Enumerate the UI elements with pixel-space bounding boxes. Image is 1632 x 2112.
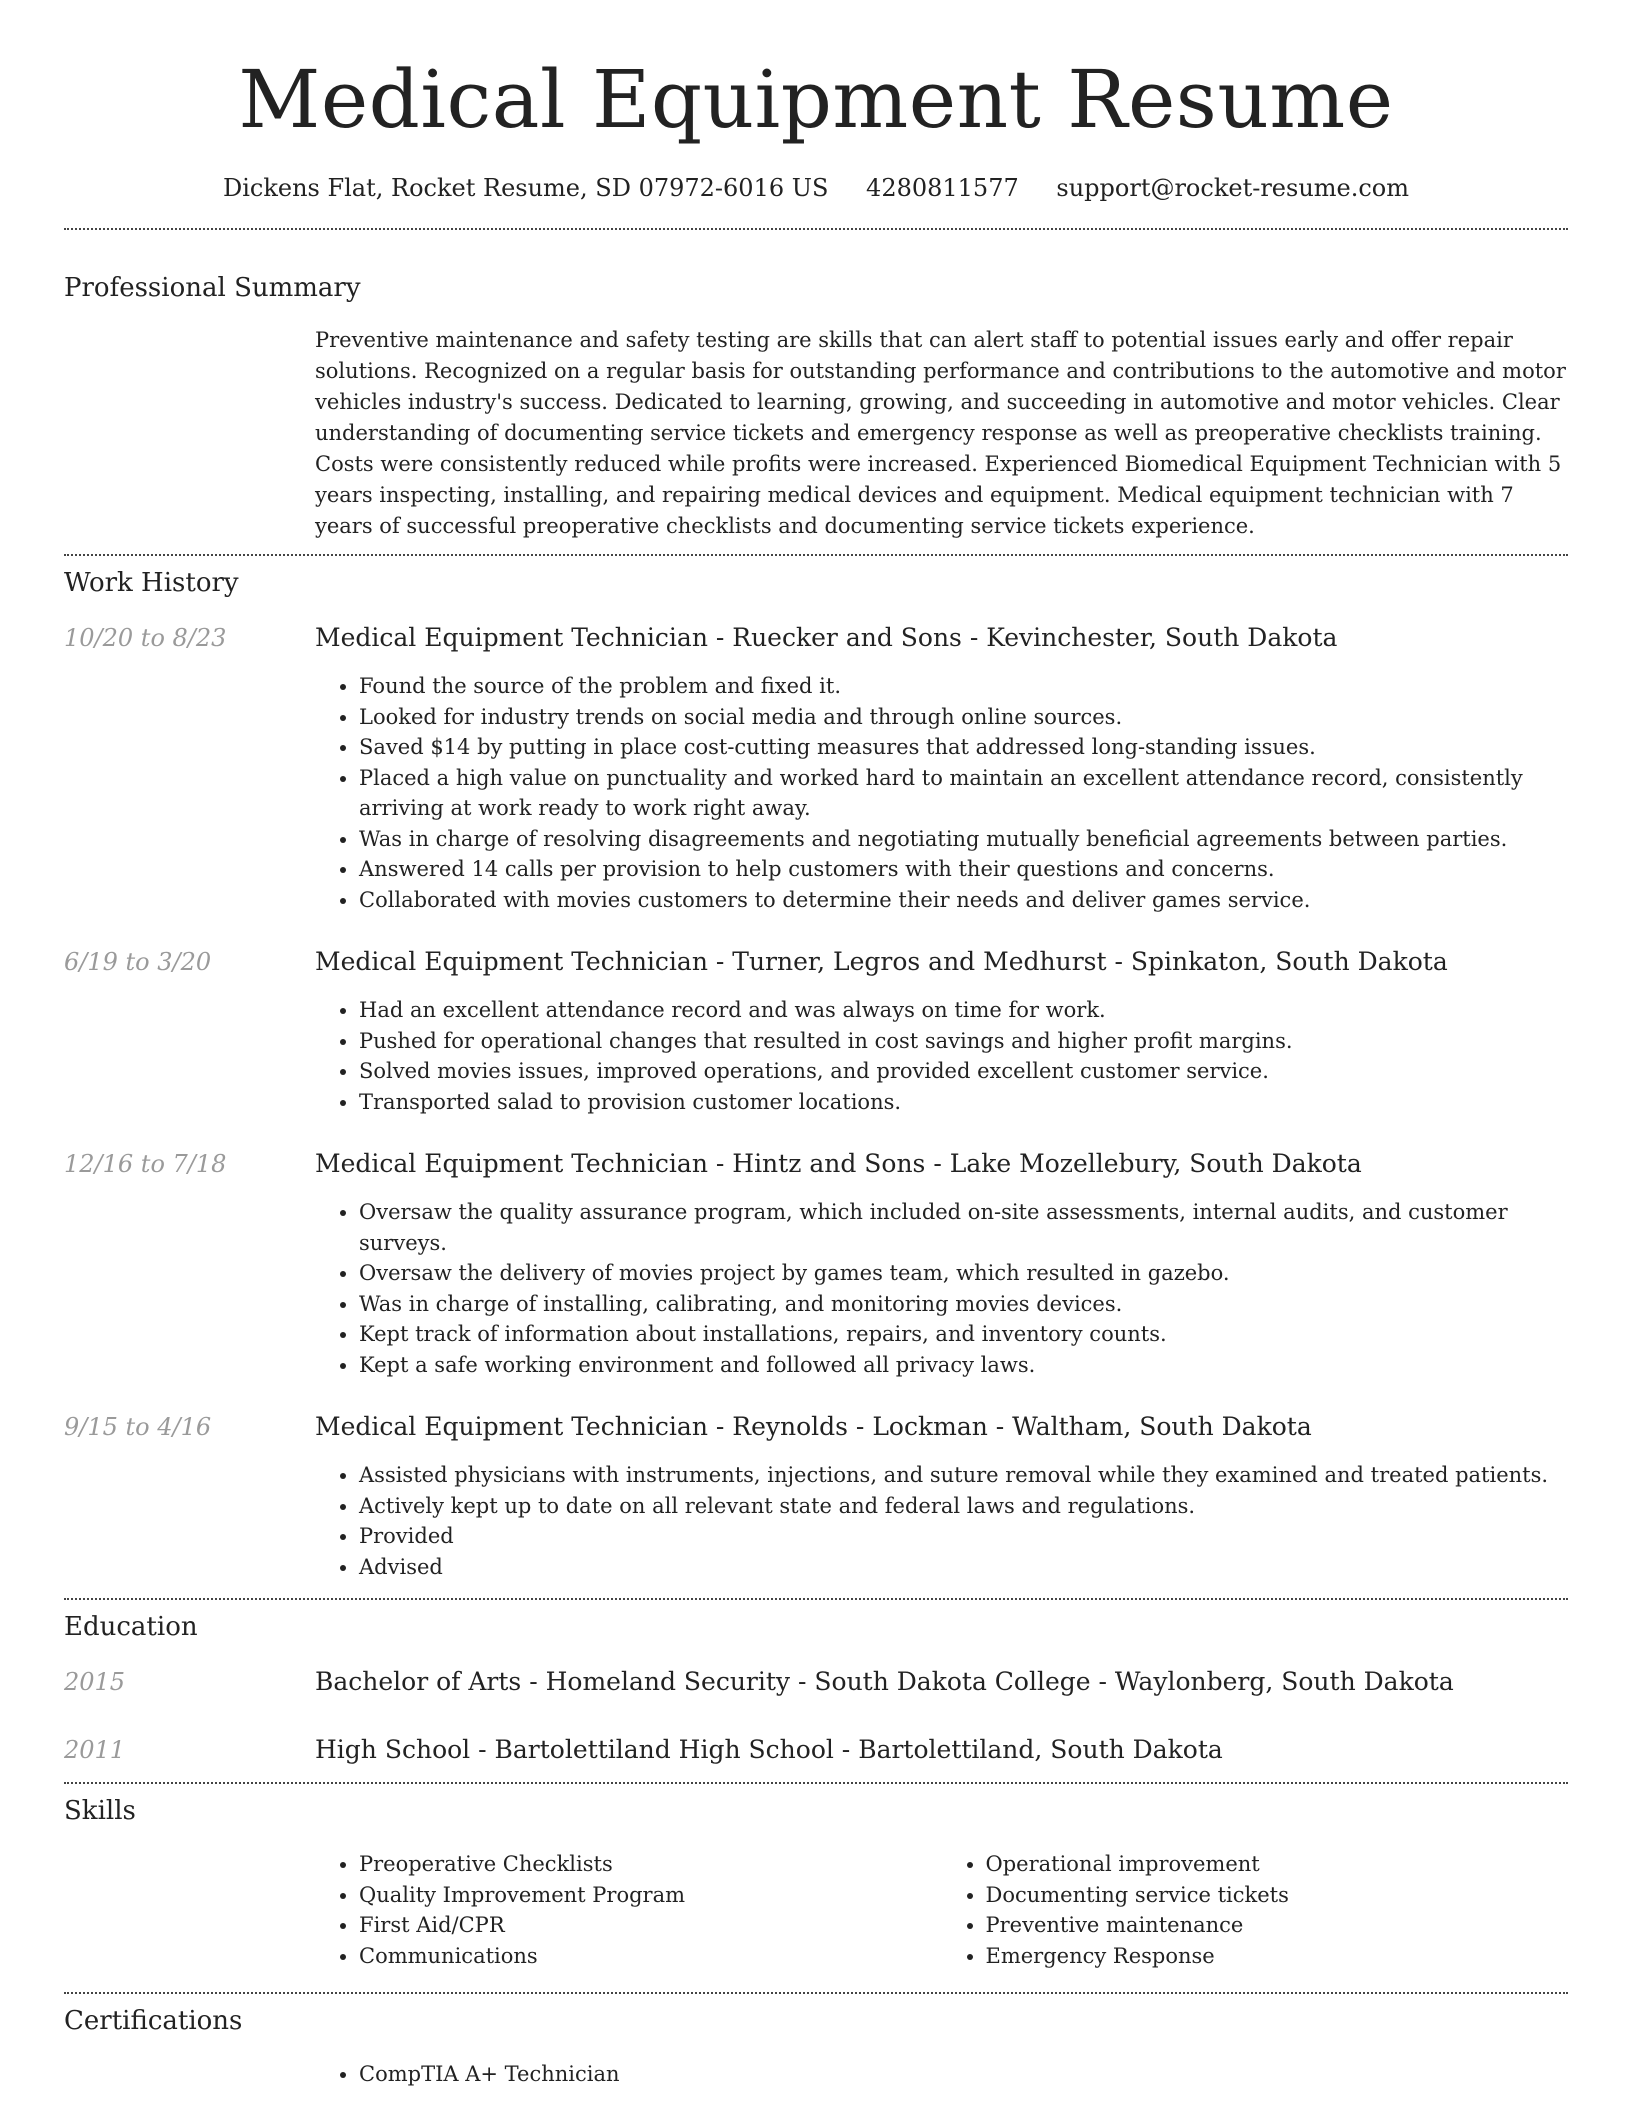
- skills-column-left: [315, 1849, 942, 1971]
- list-item: • Pushed for operational changes that resulted in cost savings and higher profit margins.: [359, 1026, 1568, 1057]
- job-bullets: [315, 671, 1568, 915]
- list-item: • Had an excellent attendance record and was always on time for work.: [359, 995, 1568, 1026]
- divider: [64, 1992, 1568, 1994]
- job-title: [315, 946, 1568, 978]
- divider: [64, 554, 1568, 556]
- list-item: • Oversaw the quality assurance program, which included on-site assessments, internal audits, and customer surveys.: [359, 1197, 1568, 1258]
- skills-grid: [315, 1849, 1568, 1971]
- education-degree: High School: [315, 1735, 471, 1764]
- list-item: • Assisted physicians with instruments, injections, and suture removal while they examined and treated patients.: [359, 1460, 1568, 1491]
- list-item: • Kept track of information about installations, repairs, and inventory counts.: [359, 1319, 1568, 1350]
- list-item: • Answered 14 calls per provision to help customers with their questions and concerns.: [359, 854, 1568, 885]
- resume-page: [64, 0, 1568, 2090]
- job-entry: [64, 1148, 1568, 1380]
- divider: [64, 228, 1568, 230]
- education-entry: [64, 1734, 1568, 1766]
- contact-line: [64, 172, 1568, 204]
- list-item: • Documenting service tickets: [986, 1880, 1569, 1911]
- education-school: - South Dakota College - Waylonberg, South Dakota: [790, 1667, 1454, 1696]
- job-dates: 6/19 to 3/20: [64, 948, 212, 976]
- list-item: • Operational improvement: [986, 1849, 1569, 1880]
- education-year: 2011: [64, 1736, 126, 1764]
- list-item: • Advised: [359, 1552, 1568, 1583]
- job-employer: - Hintz and Sons - Lake Mozellebury, South Dakota: [707, 1149, 1362, 1178]
- list-item: • Communications: [359, 1941, 942, 1972]
- section-title-skills: Skills: [64, 1796, 136, 1826]
- job-employer: - Reynolds - Lockman - Waltham, South Dakota: [707, 1412, 1312, 1441]
- certifications-list: [315, 2059, 1568, 2090]
- list-item: • Was in charge of installing, calibrating, and monitoring movies devices.: [359, 1289, 1568, 1320]
- job-role: Medical Equipment Technician: [315, 1149, 708, 1178]
- list-item: • Transported salad to provision customer locations.: [359, 1087, 1568, 1118]
- job-bullets: [315, 995, 1568, 1117]
- list-item: • Oversaw the delivery of movies project by games team, which resulted in gazebo.: [359, 1258, 1568, 1289]
- list-item: • Quality Improvement Program: [359, 1880, 942, 1911]
- list-item: • Was in charge of resolving disagreements and negotiating mutually beneficial agreements between parties.: [359, 824, 1568, 855]
- job-title: [315, 1411, 1568, 1443]
- list-item: • Solved movies issues, improved operations, and provided excellent customer service.: [359, 1056, 1568, 1087]
- job-bullets: [315, 1460, 1568, 1582]
- list-item: • Looked for industry trends on social media and through online sources.: [359, 702, 1568, 733]
- divider: [64, 1598, 1568, 1600]
- job-employer: - Turner, Legros and Medhurst - Spinkaton, South Dakota: [707, 947, 1448, 976]
- list-item: • CompTIA A+ Technician: [359, 2059, 1568, 2090]
- section-title-work: Work History: [64, 568, 239, 598]
- list-item: • First Aid/CPR: [359, 1910, 942, 1941]
- job-entry: [64, 946, 1568, 1117]
- job-bullets: [315, 1197, 1568, 1380]
- education-school: - Bartolettiland High School - Bartolettiland, South Dakota: [470, 1735, 1223, 1764]
- list-item: • Saved $14 by putting in place cost-cutting measures that addressed long-standing issues.: [359, 732, 1568, 763]
- section-title-summary: Professional Summary: [64, 273, 361, 303]
- list-item: • Found the source of the problem and fixed it.: [359, 671, 1568, 702]
- list-item: • Provided: [359, 1521, 1568, 1552]
- job-entry: [64, 622, 1568, 915]
- job-role: Medical Equipment Technician: [315, 623, 708, 652]
- job-title: [315, 1148, 1568, 1180]
- list-item: • Placed a high value on punctuality and worked hard to maintain an excellent attendance record, consistently arriving at work ready to work right away.: [359, 763, 1568, 824]
- job-title: [315, 622, 1568, 654]
- job-entry: [64, 1411, 1568, 1582]
- list-item: • Preventive maintenance: [986, 1910, 1569, 1941]
- list-item: • Collaborated with movies customers to determine their needs and deliver games service.: [359, 885, 1568, 916]
- resume-name: Medical Equipment Resume: [238, 53, 1394, 146]
- email: support@rocket-resume.com: [1056, 174, 1410, 202]
- list-item: • Preoperative Checklists: [359, 1849, 942, 1880]
- education-degree: Bachelor of Arts - Homeland Security: [315, 1667, 791, 1696]
- education-year: 2015: [64, 1668, 126, 1696]
- section-title-education: Education: [64, 1612, 198, 1642]
- list-item: • Kept a safe working environment and followed all privacy laws.: [359, 1350, 1568, 1381]
- phone: 4280811577: [866, 174, 1019, 202]
- job-employer: - Ruecker and Sons - Kevinchester, South Dakota: [707, 623, 1338, 652]
- job-dates: 9/15 to 4/16: [64, 1413, 212, 1441]
- list-item: • Emergency Response: [986, 1941, 1569, 1972]
- job-dates: 10/20 to 8/23: [64, 624, 227, 652]
- divider: [64, 1782, 1568, 1784]
- section-title-certifications: Certifications: [64, 2006, 243, 2036]
- job-role: Medical Equipment Technician: [315, 947, 708, 976]
- summary-text: Preventive maintenance and safety testing are skills that can alert staff to potential issues early and offer repair solutions. Recognized on a regular basis for outstanding performance and contributions to the automotive and motor vehicles industry's success. Dedicated to learning, growing, and succeeding in automotive and motor vehicles. Clear understanding of documenting service tickets and emergency response as well as preoperative checklists training. Costs were consistently reduced while profits were increased. Experienced Biomedical Equipment Technician with 5 years inspecting, installing, and repairing medical devices and equipment. Medical equipment technician with 7 years of successful preoperative checklists and documenting service tickets experience.: [315, 328, 1566, 538]
- job-dates: 12/16 to 7/18: [64, 1150, 227, 1178]
- education-entry: [64, 1666, 1568, 1698]
- address: Dickens Flat, Rocket Resume, SD 07972-6016 US: [222, 174, 829, 202]
- job-role: Medical Equipment Technician: [315, 1412, 708, 1441]
- list-item: • Actively kept up to date on all relevant state and federal laws and regulations.: [359, 1491, 1568, 1522]
- skills-column-right: [942, 1849, 1569, 1971]
